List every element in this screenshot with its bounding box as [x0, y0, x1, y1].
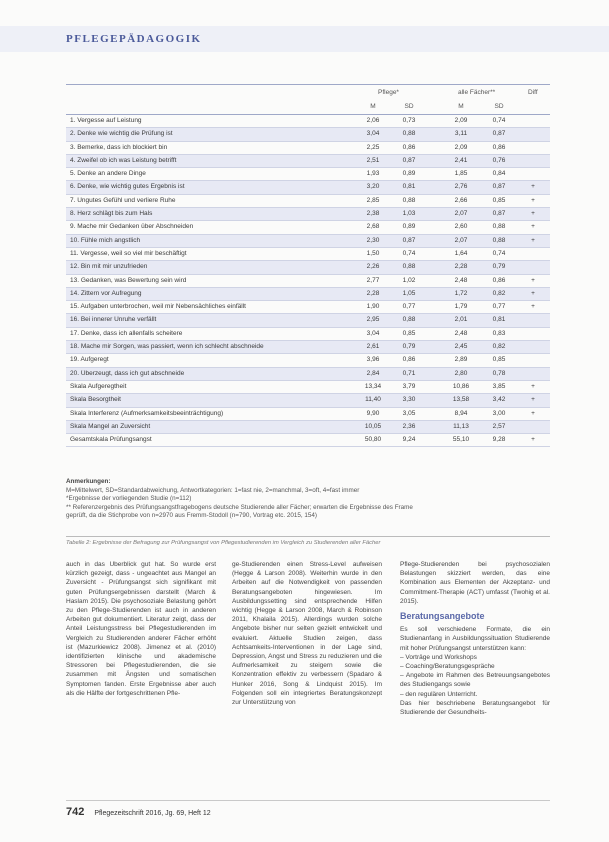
- table-cell: 3,20: [366, 183, 380, 191]
- table-row: [66, 115, 550, 128]
- table-cell: 15. Aufgaben unterbrochen, weil mir Nebensächliches einfällt: [70, 303, 246, 311]
- table-cell: 1,79: [454, 303, 468, 311]
- table-cell: +: [531, 210, 535, 218]
- table-cell: 0,85: [492, 356, 506, 364]
- table-cell: +: [531, 289, 535, 297]
- table-row: [66, 195, 550, 208]
- section-text: Es soll verschiedene Formate, die ein Studienanfang in Ausbildungssituation Studierende mit hoher Prüfungsangst unterstützen kann:: [400, 626, 550, 652]
- list-item: – den regulären Unterricht.: [400, 690, 478, 698]
- table-cell: 0,86: [402, 356, 416, 364]
- table-cell: 0,81: [492, 316, 506, 324]
- table-row: [66, 421, 550, 434]
- notes-line: ** Referenzergebnis des Prüfungsangstfragebogens deutsche Studierende aller Fächer; erwarten die Ergebnisse des Frame: [66, 503, 413, 511]
- table-cell: 0,88: [492, 236, 506, 244]
- table-cell: 2,09: [454, 117, 468, 124]
- table-cell: 2,26: [366, 263, 380, 271]
- table-row: [66, 288, 550, 301]
- table-cell: 2,07: [454, 236, 468, 244]
- table-cell: 3,04: [366, 130, 380, 138]
- table-cell: 2,68: [366, 223, 380, 231]
- table-cell: 3,96: [366, 356, 380, 364]
- table-cell: 9,24: [402, 436, 416, 444]
- table-cell: 0,79: [492, 263, 506, 271]
- table-row: [66, 261, 550, 274]
- table-cell: 11,40: [365, 396, 381, 404]
- table-row: [66, 235, 550, 248]
- table-cell: +: [531, 409, 535, 417]
- table-cell: 2,28: [366, 289, 380, 297]
- table-row: [66, 328, 550, 341]
- table-cell: 0,74: [492, 249, 506, 257]
- table-cell: 9. Mache mir Gedanken über Abschneiden: [70, 223, 194, 231]
- table-row: [66, 434, 550, 447]
- table-cell: 1,85: [454, 170, 468, 178]
- table-cell: 0,87: [402, 236, 416, 244]
- table-cell: 2,84: [366, 369, 380, 377]
- table-row: [66, 314, 550, 327]
- table-cell: 13. Gedanken, was Bewertung sein wird: [70, 276, 187, 284]
- table-cell: 0,87: [492, 130, 506, 138]
- table-cell: 0,85: [492, 196, 506, 204]
- table-cell: 0,88: [402, 263, 416, 271]
- table-cell: 11. Vergesse, weil so viel mir beschäftigt: [70, 249, 187, 257]
- table-cell: 1,93: [366, 170, 380, 178]
- body-column-2: ge-Studierenden einen Stress-Level aufweisen (Hegge & Larson 2008). Weiterhin wurde in den Arbeiten auf die Notwendigkeit von passenden Beratungsangeboten hingewiesen. Im Ausbildungssetting sind entsprechende Hilfen wichtig (Hegge & Larson 2008, March & Robinson 2011, Khalaila 2015). Allerdings wurden solche Angebote bisher nur selten gezielt entwickelt und evaluiert. Aktuelle Studien zeigen, dass Achtsamkeits-Interventionen in der Lage sind, Depression, Angst und Stress zu reduzieren und die Aufmerksamkeit zu steigern sowie die Konzentration effektiv zu verbessern (Spadaro & Hunker 2016, Song & Lindquist 2015). Im Folgenden soll ein integriertes Beratungskonzept zur Unterstützung von: [232, 561, 382, 707]
- table-cell: 0,88: [402, 196, 416, 204]
- table-cell: 0,86: [402, 143, 416, 151]
- footer-rule: [66, 800, 550, 801]
- table-caption: Tabelle 2: Ergebnisse der Befragung zur Prüfungsangst von Pflegestudierenden im Vergleich zu Studierenden aller Fächer: [66, 536, 550, 546]
- table-cell: 3,42: [492, 396, 506, 404]
- table-cell: 0,78: [492, 369, 506, 377]
- table-cell: 50,80: [364, 436, 382, 444]
- table-cell: 12. Bin mit mir unzufrieden: [70, 263, 148, 271]
- table-cell: +: [531, 396, 535, 404]
- table-row: [66, 221, 550, 234]
- table-cell: 10,05: [364, 422, 382, 430]
- table-cell: 0,76: [492, 156, 506, 164]
- table-group-header: [66, 86, 550, 100]
- table-cell: 0,88: [402, 316, 416, 324]
- table-cell: +: [531, 436, 535, 444]
- table-cell: 3,11: [454, 130, 468, 138]
- table-notes: [66, 478, 550, 521]
- table-cell: Skala Mangel an Zuversicht: [70, 422, 151, 430]
- table-cell: 2,57: [492, 422, 506, 430]
- table-cell: 0,89: [402, 223, 416, 231]
- table-cell: 8,94: [454, 409, 468, 417]
- table-cell: 0,82: [492, 289, 506, 297]
- table-cell: 6. Denke, wie wichtig gutes Ergebnis ist: [70, 183, 185, 191]
- table-cell: 2. Denke wie wichtig die Prüfung ist: [70, 130, 173, 138]
- table-cell: 14. Zittern vor Aufregung: [70, 289, 142, 297]
- table-cell: 55,10: [452, 436, 470, 444]
- table-body: [66, 115, 550, 447]
- table-cell: 13,58: [452, 396, 470, 404]
- table-cell: 1,50: [366, 249, 380, 257]
- table-cell: 20. Überzeugt, dass ich gut abschneide: [70, 369, 185, 377]
- table-cell: 7. Ungutes Gefühl und verliere Ruhe: [70, 196, 176, 204]
- table-cell: 0,81: [402, 183, 416, 191]
- table-cell: 2,38: [366, 210, 380, 218]
- table-cell: 1,90: [366, 303, 380, 311]
- table-row: [66, 354, 550, 367]
- table-row: [66, 128, 550, 141]
- table-cell: 2,45: [454, 343, 468, 351]
- body-column-3: [400, 560, 550, 717]
- table-row: [66, 208, 550, 221]
- table-row: [66, 368, 550, 381]
- section-heading: Beratungsangebote: [400, 611, 485, 622]
- table-cell: 2,60: [454, 223, 468, 231]
- table-row: [66, 181, 550, 194]
- table-cell: 0,71: [402, 369, 416, 377]
- page-footer: [66, 806, 211, 818]
- table-cell: 0,86: [492, 276, 506, 284]
- table-cell: Skala Interferenz (Aufmerksamkeitsbeeinträchtigung): [70, 409, 224, 417]
- table-cell: 0,86: [492, 143, 506, 151]
- table-cell: 0,87: [492, 183, 506, 191]
- table-row: [66, 408, 550, 421]
- results-table: [66, 86, 550, 447]
- notes-title: Anmerkungen:: [66, 478, 111, 485]
- table-cell: 0,87: [402, 156, 416, 164]
- table-cell: 2,80: [454, 369, 468, 377]
- table-cell: Skala Aufgeregtheit: [70, 382, 127, 390]
- table-cell: 0,77: [402, 303, 416, 311]
- table-cell: 2,48: [454, 276, 468, 284]
- table-cell: 2,09: [454, 143, 468, 151]
- table-cell: 2,01: [454, 316, 468, 324]
- table-cell: 19. Aufgeregt: [70, 356, 109, 364]
- notes-line: geprüft, da die Stichprobe von n=2970 aus Fremm-Stodoll (n=790, Vortrag etc. 2015, 154): [66, 512, 317, 520]
- table-cell: 2,07: [454, 210, 468, 218]
- table-cell: 3,30: [402, 396, 416, 404]
- table-cell: 0,82: [492, 343, 506, 351]
- table-cell: 5. Denke an andere Dinge: [70, 170, 146, 178]
- header-sd2: SD: [494, 103, 504, 110]
- journal-name: Pflegezeitschrift 2016, Jg. 69, Heft 12: [94, 810, 211, 817]
- table-cell: 17. Denke, dass ich allenfalls scheitere: [70, 329, 183, 337]
- table-cell: 16. Bei innerer Unruhe verfällt: [70, 316, 157, 324]
- section-title: PFLEGEPÄDAGOGIK: [66, 33, 202, 45]
- table-cell: +: [531, 183, 535, 191]
- table-cell: +: [531, 236, 535, 244]
- table-cell: 1,05: [402, 289, 416, 297]
- table-cell: 2,30: [366, 236, 380, 244]
- table-cell: 2,48: [454, 329, 468, 337]
- table-cell: 3,85: [492, 382, 506, 390]
- table-row: [66, 301, 550, 314]
- section-tail: Das hier beschriebene Beratungsangebot für Studierende der Gesundheits-: [400, 699, 550, 717]
- list-item: – Angebote im Rahmen des Betreuungsangebotes des Studiengangs sowie: [400, 672, 550, 689]
- table-row: [66, 275, 550, 288]
- notes-line: *Ergebnisse der vorliegenden Studie (n=112): [66, 495, 192, 503]
- table-cell: 0,87: [492, 210, 506, 218]
- table-cell: +: [531, 196, 535, 204]
- table-cell: 0,84: [492, 170, 506, 178]
- table-cell: 0,79: [402, 343, 416, 351]
- table-cell: 1. Vergesse auf Leistung: [70, 117, 142, 124]
- table-cell: 2,06: [366, 117, 380, 124]
- table-cell: 10. Fühle mich angstlich: [70, 236, 141, 244]
- table-cell: 3,05: [402, 409, 416, 417]
- header-pflege: Pflege*: [378, 89, 399, 96]
- table-row: [66, 142, 550, 155]
- table-cell: 13,34: [364, 382, 382, 390]
- table-sub-header: [66, 100, 550, 115]
- table-cell: 3,79: [402, 382, 416, 390]
- table-cell: 4. Zweifel ob ich was Leistung betrifft: [70, 156, 177, 164]
- table-cell: 2,36: [402, 422, 416, 430]
- list-item: – Coaching/Beratungsgespräche: [400, 663, 495, 671]
- table-cell: Gesamtskala Prüfungsangst: [70, 436, 152, 444]
- table-cell: +: [531, 303, 535, 311]
- table-cell: 1,72: [454, 289, 468, 297]
- table-cell: 0,74: [402, 249, 416, 257]
- table-cell: 8. Herz schlägt bis zum Hals: [70, 210, 153, 218]
- table-cell: +: [531, 382, 535, 390]
- table-cell: 11,13: [453, 422, 469, 430]
- table-top-rule: [66, 84, 550, 85]
- table-row: [66, 341, 550, 354]
- table-cell: 2,76: [454, 183, 468, 191]
- table-cell: 9,28: [492, 436, 506, 444]
- table-row: [66, 381, 550, 394]
- table-cell: 2,85: [366, 196, 380, 204]
- table-cell: 3,00: [492, 409, 506, 417]
- table-cell: 2,77: [366, 276, 380, 284]
- table-cell: 18. Mache mir Sorgen, was passiert, wenn ich schlecht abschneide: [70, 343, 264, 351]
- table-cell: 10,86: [452, 382, 470, 390]
- table-cell: +: [531, 276, 535, 284]
- table-cell: 2,25: [366, 143, 380, 151]
- body-column-1: auch in das Uberblick gut hat. So wurde erst kürzlich gezeigt, dass - ungeachtet aus Mangel an Zuversicht - Prüfungsangst sich signifikant mit guten Prüfungsergebnissen darstellt (March & Haslam 2015). Die psychosoziale Belastung gehört zu den Pflege-Studierenden ist auch in anderen Arbeiten gut dokumentiert. Literatur zeigt, dass der Anteil Leistungsstress bei Pflegestudierenden im Vergleich zu Studierenden anderer Fächer erhöht ist (Mazurkiewicz 2008). Jimenez et al. (2010) identifizierten klinische und akademische Stressoren bei Pflegestudierenden, die sie zusammen mit Ängsten und somatischen Symptomen fanden. Erste Ergebnisse aber auch als die Hälfte der fortgeschrittenen Pfle-: [66, 561, 216, 697]
- table-cell: 0,73: [402, 117, 416, 124]
- header-m2: M: [458, 103, 464, 110]
- table-cell: 0,77: [492, 303, 506, 311]
- table-cell: 2,61: [366, 343, 380, 351]
- table-cell: 2,66: [454, 196, 468, 204]
- page-number: 742: [66, 806, 85, 818]
- table-cell: 2,89: [454, 356, 468, 364]
- table-cell: 0,88: [492, 223, 506, 231]
- table-cell: 1,02: [402, 276, 416, 284]
- table-row: [66, 155, 550, 168]
- header-diff: Diff: [528, 89, 538, 96]
- table-row: [66, 168, 550, 181]
- header-alle: alle Fächer**: [458, 89, 496, 96]
- table-cell: 2,95: [366, 316, 380, 324]
- table-cell: 2,41: [454, 156, 468, 164]
- table-cell: 0,89: [402, 170, 416, 178]
- header-sd1: SD: [404, 103, 414, 110]
- table-cell: +: [531, 223, 535, 231]
- table-cell: Skala Besorgtheit: [70, 396, 121, 404]
- table-cell: 1,03: [402, 210, 416, 218]
- table-cell: 9,90: [366, 409, 380, 417]
- table-cell: 0,88: [402, 130, 416, 138]
- table-cell: 2,28: [454, 263, 468, 271]
- list-item: – Vorträge und Workshops: [400, 653, 477, 661]
- header-m1: M: [370, 103, 376, 110]
- notes-line: M=Mittelwert, SD=Standardabweichung, Antwortkategorien: 1=fast nie, 2=manchmal, 3=oft, 4=fast immer: [66, 486, 360, 494]
- table-cell: 2,51: [366, 156, 380, 164]
- table-cell: 1,64: [454, 249, 468, 257]
- table-row: [66, 394, 550, 407]
- table-cell: 0,85: [402, 329, 416, 337]
- table-cell: 0,74: [492, 117, 506, 124]
- table-row: [66, 248, 550, 261]
- table-cell: 3,04: [366, 329, 380, 337]
- table-cell: 3. Bemerke, dass ich blockiert bin: [70, 143, 168, 151]
- table-cell: 0,83: [492, 329, 506, 337]
- column-3-text: Pflege-Studierenden bei psychosozialen Belastungen skizziert werden, das eine Kombination aus Elementen der Akzeptanz- und Commitment-Therapie (ACT) umfasst (Twohig et al. 2015).: [400, 561, 550, 605]
